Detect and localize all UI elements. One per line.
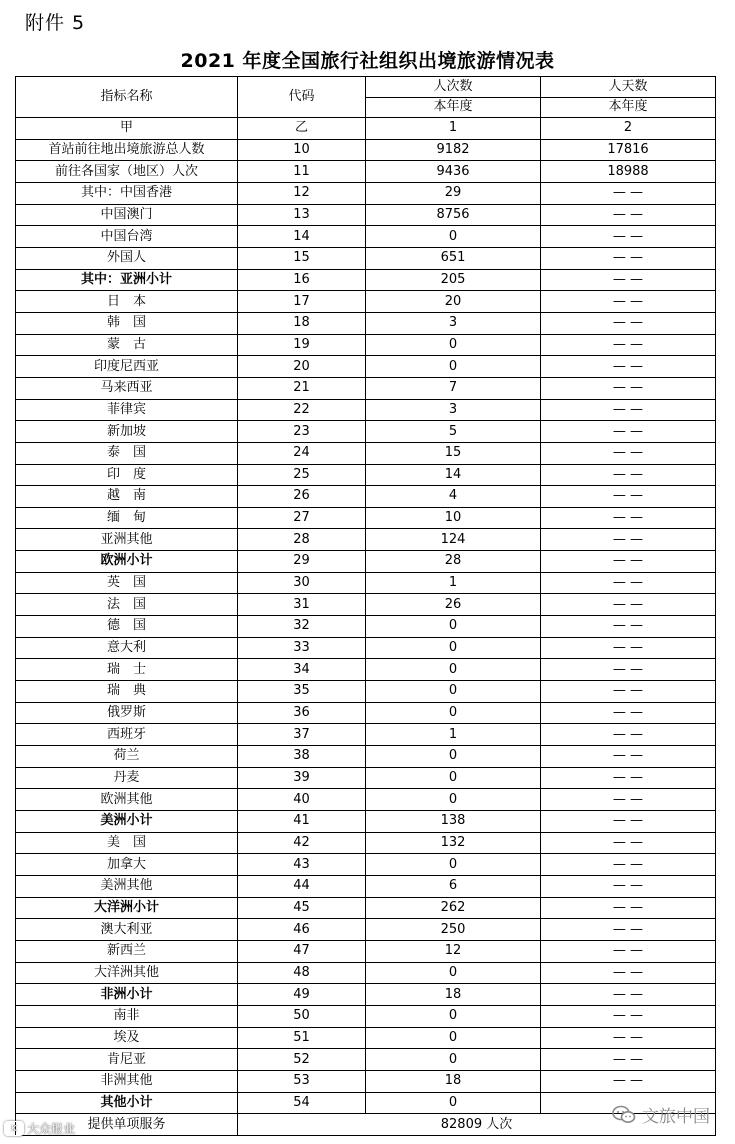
person-times-cell: 124 bbox=[366, 529, 541, 551]
table-row bbox=[16, 1049, 716, 1071]
indicator-name-cell: 西班牙 bbox=[16, 724, 238, 746]
person-days-cell: — — bbox=[541, 832, 716, 854]
code-cell: 52 bbox=[238, 1049, 366, 1071]
person-times-cell: 8756 bbox=[366, 204, 541, 226]
table-row bbox=[16, 789, 716, 811]
table-row bbox=[16, 702, 716, 724]
person-times-cell: 0 bbox=[366, 226, 541, 248]
table-row bbox=[16, 421, 716, 443]
person-days-cell: — — bbox=[541, 616, 716, 638]
indicator-name-cell: 中国澳门 bbox=[16, 204, 238, 226]
person-times-cell: 0 bbox=[366, 746, 541, 768]
person-days-cell: — — bbox=[541, 681, 716, 703]
indicator-name-cell: 俄罗斯 bbox=[16, 702, 238, 724]
indicator-name-cell: 瑞 士 bbox=[16, 659, 238, 681]
code-cell: 32 bbox=[238, 616, 366, 638]
table-row bbox=[16, 832, 716, 854]
indicator-name-cell: 菲律宾 bbox=[16, 399, 238, 421]
person-times-cell: 14 bbox=[366, 464, 541, 486]
code-cell: 40 bbox=[238, 789, 366, 811]
table-row bbox=[16, 312, 716, 334]
code-cell: 50 bbox=[238, 1005, 366, 1027]
person-days-cell: — — bbox=[541, 746, 716, 768]
table-row bbox=[16, 486, 716, 508]
code-cell: 54 bbox=[238, 1092, 366, 1114]
indicator-name-cell: 非洲小计 bbox=[16, 984, 238, 1006]
table-row bbox=[16, 919, 716, 941]
person-days-cell: — — bbox=[541, 594, 716, 616]
table-row bbox=[16, 875, 716, 897]
indicator-name-cell: 欧洲其他 bbox=[16, 789, 238, 811]
indicator-name-cell: 澳大利亚 bbox=[16, 919, 238, 941]
index-v1: 1 bbox=[366, 118, 541, 140]
person-times-cell: 4 bbox=[366, 486, 541, 508]
table-row bbox=[16, 1092, 716, 1114]
person-days-cell: — — bbox=[541, 226, 716, 248]
header-this-year-2: 本年度 bbox=[541, 97, 716, 118]
table-row bbox=[16, 681, 716, 703]
person-days-cell: — — bbox=[541, 897, 716, 919]
table-row bbox=[16, 940, 716, 962]
indicator-name-cell: 中国台湾 bbox=[16, 226, 238, 248]
code-cell: 29 bbox=[238, 551, 366, 573]
code-cell: 37 bbox=[238, 724, 366, 746]
indicator-name-cell: 南非 bbox=[16, 1005, 238, 1027]
indicator-name-cell: 印 度 bbox=[16, 464, 238, 486]
person-days-cell: — — bbox=[541, 1027, 716, 1049]
person-days-cell: — — bbox=[541, 334, 716, 356]
person-times-cell: 0 bbox=[366, 854, 541, 876]
header-person-days: 人天数 bbox=[541, 77, 716, 98]
code-cell: 27 bbox=[238, 507, 366, 529]
wechat-icon bbox=[612, 1105, 636, 1125]
code-cell: 34 bbox=[238, 659, 366, 681]
indicator-name-cell: 荷兰 bbox=[16, 746, 238, 768]
indicator-name-cell: 大洋洲其他 bbox=[16, 962, 238, 984]
person-days-cell: 17816 bbox=[541, 139, 716, 161]
person-times-cell: 26 bbox=[366, 594, 541, 616]
code-cell: 53 bbox=[238, 1070, 366, 1092]
code-cell: 19 bbox=[238, 334, 366, 356]
table-row bbox=[16, 1027, 716, 1049]
table-row bbox=[16, 572, 716, 594]
person-days-cell: — — bbox=[541, 377, 716, 399]
code-cell: 33 bbox=[238, 637, 366, 659]
person-times-cell: 5 bbox=[366, 421, 541, 443]
person-days-cell: — — bbox=[541, 442, 716, 464]
code-cell: 17 bbox=[238, 291, 366, 313]
person-days-cell: — — bbox=[541, 269, 716, 291]
indicator-name-cell: 法 国 bbox=[16, 594, 238, 616]
person-days-cell: — — bbox=[541, 291, 716, 313]
attachment-label: 附件 5 bbox=[25, 12, 86, 34]
person-days-cell: — — bbox=[541, 702, 716, 724]
person-days-cell: — — bbox=[541, 507, 716, 529]
watermark-right bbox=[612, 1102, 710, 1127]
person-times-cell: 0 bbox=[366, 1092, 541, 1114]
indicator-name-cell: 马来西亚 bbox=[16, 377, 238, 399]
person-times-cell: 0 bbox=[366, 637, 541, 659]
table-row bbox=[16, 897, 716, 919]
person-times-cell: 7 bbox=[366, 377, 541, 399]
table-row bbox=[16, 247, 716, 269]
indicator-name-cell: 埃及 bbox=[16, 1027, 238, 1049]
table-row bbox=[16, 507, 716, 529]
header-this-year-1: 本年度 bbox=[366, 97, 541, 118]
media-logo-icon: K bbox=[4, 1121, 24, 1136]
indicator-name-cell: 缅 甸 bbox=[16, 507, 238, 529]
person-times-cell: 18 bbox=[366, 1070, 541, 1092]
header-row-1 bbox=[16, 77, 716, 98]
table-row bbox=[16, 161, 716, 183]
person-days-cell: — — bbox=[541, 486, 716, 508]
indicator-name-cell: 新西兰 bbox=[16, 940, 238, 962]
code-cell: 48 bbox=[238, 962, 366, 984]
person-days-cell: — — bbox=[541, 724, 716, 746]
header-code: 代码 bbox=[238, 77, 366, 118]
person-days-cell: — — bbox=[541, 464, 716, 486]
indicator-name-cell: 蒙 古 bbox=[16, 334, 238, 356]
code-cell: 28 bbox=[238, 529, 366, 551]
table-row bbox=[16, 377, 716, 399]
person-times-cell: 12 bbox=[366, 940, 541, 962]
indicator-name-cell: 肯尼亚 bbox=[16, 1049, 238, 1071]
code-cell: 24 bbox=[238, 442, 366, 464]
person-days-cell: — — bbox=[541, 919, 716, 941]
person-times-cell: 6 bbox=[366, 875, 541, 897]
person-times-cell: 0 bbox=[366, 1049, 541, 1071]
person-days-cell: — — bbox=[541, 984, 716, 1006]
code-cell: 31 bbox=[238, 594, 366, 616]
header-indicator-name: 指标名称 bbox=[16, 77, 238, 118]
indicator-name-cell: 前往各国家（地区）人次 bbox=[16, 161, 238, 183]
code-cell: 26 bbox=[238, 486, 366, 508]
code-cell: 14 bbox=[238, 226, 366, 248]
indicator-name-cell: 其中：亚洲小计 bbox=[16, 269, 238, 291]
table-row bbox=[16, 356, 716, 378]
person-days-cell: — — bbox=[541, 811, 716, 833]
person-days-cell: — — bbox=[541, 854, 716, 876]
person-days-cell: — — bbox=[541, 1049, 716, 1071]
person-times-cell: 20 bbox=[366, 291, 541, 313]
indicator-name-cell: 美洲小计 bbox=[16, 811, 238, 833]
table-row bbox=[16, 204, 716, 226]
code-cell: 20 bbox=[238, 356, 366, 378]
person-times-cell: 262 bbox=[366, 897, 541, 919]
person-days-cell: — — bbox=[541, 421, 716, 443]
table-row bbox=[16, 767, 716, 789]
indicator-name-cell: 其中：中国香港 bbox=[16, 182, 238, 204]
person-times-cell: 138 bbox=[366, 811, 541, 833]
table-row bbox=[16, 1005, 716, 1027]
person-times-cell: 10 bbox=[366, 507, 541, 529]
table-row bbox=[16, 529, 716, 551]
indicator-name-cell: 美 国 bbox=[16, 832, 238, 854]
table-row bbox=[16, 139, 716, 161]
table-row bbox=[16, 464, 716, 486]
person-days-cell: — — bbox=[541, 659, 716, 681]
person-days-cell: — — bbox=[541, 182, 716, 204]
table-row bbox=[16, 551, 716, 573]
code-cell: 11 bbox=[238, 161, 366, 183]
footer-value: 82809 人次 bbox=[238, 1114, 716, 1136]
person-days-cell: — — bbox=[541, 529, 716, 551]
indicator-name-cell: 其他小计 bbox=[16, 1092, 238, 1114]
person-times-cell: 0 bbox=[366, 702, 541, 724]
code-cell: 21 bbox=[238, 377, 366, 399]
indicator-name-cell: 首站前往地出境旅游总人数 bbox=[16, 139, 238, 161]
code-cell: 49 bbox=[238, 984, 366, 1006]
person-times-cell: 18 bbox=[366, 984, 541, 1006]
person-times-cell: 651 bbox=[366, 247, 541, 269]
person-times-cell: 0 bbox=[366, 681, 541, 703]
indicator-name-cell: 非洲其他 bbox=[16, 1070, 238, 1092]
table-row bbox=[16, 182, 716, 204]
person-days-cell: — — bbox=[541, 312, 716, 334]
person-days-cell: 18988 bbox=[541, 161, 716, 183]
index-v2: 2 bbox=[541, 118, 716, 140]
index-name: 甲 bbox=[16, 118, 238, 140]
table-row bbox=[16, 659, 716, 681]
person-times-cell: 1 bbox=[366, 724, 541, 746]
report-table bbox=[15, 76, 716, 1136]
code-cell: 45 bbox=[238, 897, 366, 919]
code-cell: 43 bbox=[238, 854, 366, 876]
person-times-cell: 3 bbox=[366, 312, 541, 334]
person-times-cell: 15 bbox=[366, 442, 541, 464]
person-days-cell: — — bbox=[541, 767, 716, 789]
code-cell: 35 bbox=[238, 681, 366, 703]
table-row bbox=[16, 637, 716, 659]
table-row bbox=[16, 442, 716, 464]
code-cell: 22 bbox=[238, 399, 366, 421]
person-days-cell: — — bbox=[541, 572, 716, 594]
table-row bbox=[16, 334, 716, 356]
indicator-name-cell: 欧洲小计 bbox=[16, 551, 238, 573]
code-cell: 12 bbox=[238, 182, 366, 204]
indicator-name-cell: 德 国 bbox=[16, 616, 238, 638]
table-row bbox=[16, 269, 716, 291]
person-times-cell: 3 bbox=[366, 399, 541, 421]
table-row bbox=[16, 399, 716, 421]
indicator-name-cell: 丹麦 bbox=[16, 767, 238, 789]
person-days-cell: — — bbox=[541, 789, 716, 811]
page-title: 2021 年度全国旅行社组织出境旅游情况表 bbox=[180, 50, 555, 72]
code-cell: 16 bbox=[238, 269, 366, 291]
person-times-cell: 1 bbox=[366, 572, 541, 594]
code-cell: 46 bbox=[238, 919, 366, 941]
indicator-name-cell: 泰 国 bbox=[16, 442, 238, 464]
code-cell: 36 bbox=[238, 702, 366, 724]
person-times-cell: 0 bbox=[366, 659, 541, 681]
person-times-cell: 0 bbox=[366, 334, 541, 356]
code-cell: 44 bbox=[238, 875, 366, 897]
indicator-name-cell: 美洲其他 bbox=[16, 875, 238, 897]
table-row bbox=[16, 724, 716, 746]
code-cell: 30 bbox=[238, 572, 366, 594]
indicator-name-cell: 英 国 bbox=[16, 572, 238, 594]
table-row bbox=[16, 854, 716, 876]
indicator-name-cell: 意大利 bbox=[16, 637, 238, 659]
indicator-name-cell: 亚洲其他 bbox=[16, 529, 238, 551]
person-days-cell: — — bbox=[541, 637, 716, 659]
person-times-cell: 0 bbox=[366, 767, 541, 789]
watermark-left bbox=[4, 1120, 75, 1137]
footer-label: 提供单项服务 bbox=[16, 1114, 238, 1136]
person-days-cell: — — bbox=[541, 247, 716, 269]
person-times-cell: 29 bbox=[366, 182, 541, 204]
code-cell: 18 bbox=[238, 312, 366, 334]
person-times-cell: 132 bbox=[366, 832, 541, 854]
code-cell: 42 bbox=[238, 832, 366, 854]
table-row bbox=[16, 594, 716, 616]
indicator-name-cell: 日 本 bbox=[16, 291, 238, 313]
code-cell: 38 bbox=[238, 746, 366, 768]
person-days-cell: — — bbox=[541, 875, 716, 897]
index-code: 乙 bbox=[238, 118, 366, 140]
person-times-cell: 0 bbox=[366, 962, 541, 984]
indicator-name-cell: 韩 国 bbox=[16, 312, 238, 334]
indicator-name-cell: 新加坡 bbox=[16, 421, 238, 443]
indicator-name-cell: 大洋洲小计 bbox=[16, 897, 238, 919]
indicator-name-cell: 加拿大 bbox=[16, 854, 238, 876]
code-cell: 15 bbox=[238, 247, 366, 269]
table-row bbox=[16, 984, 716, 1006]
code-cell: 13 bbox=[238, 204, 366, 226]
table-row bbox=[16, 811, 716, 833]
code-cell: 23 bbox=[238, 421, 366, 443]
person-times-cell: 9436 bbox=[366, 161, 541, 183]
person-days-cell: — — bbox=[541, 399, 716, 421]
person-times-cell: 9182 bbox=[366, 139, 541, 161]
person-times-cell: 0 bbox=[366, 789, 541, 811]
person-times-cell: 0 bbox=[366, 1027, 541, 1049]
person-days-cell: — — bbox=[541, 940, 716, 962]
person-days-cell: — — bbox=[541, 1005, 716, 1027]
person-days-cell: — — bbox=[541, 962, 716, 984]
code-cell: 51 bbox=[238, 1027, 366, 1049]
footer-row bbox=[16, 1114, 716, 1136]
header-person-times: 人次数 bbox=[366, 77, 541, 98]
person-days-cell: — — bbox=[541, 1070, 716, 1092]
person-days-cell: — — bbox=[541, 204, 716, 226]
table-row bbox=[16, 291, 716, 313]
code-cell: 47 bbox=[238, 940, 366, 962]
person-times-cell: 205 bbox=[366, 269, 541, 291]
person-days-cell: — — bbox=[541, 551, 716, 573]
indicator-name-cell: 外国人 bbox=[16, 247, 238, 269]
table-row bbox=[16, 962, 716, 984]
index-row bbox=[16, 118, 716, 140]
indicator-name-cell: 印度尼西亚 bbox=[16, 356, 238, 378]
indicator-name-cell: 瑞 典 bbox=[16, 681, 238, 703]
person-times-cell: 0 bbox=[366, 1005, 541, 1027]
code-cell: 25 bbox=[238, 464, 366, 486]
code-cell: 39 bbox=[238, 767, 366, 789]
code-cell: 41 bbox=[238, 811, 366, 833]
watermark-right-text: 文旅中国 bbox=[642, 1107, 710, 1127]
person-times-cell: 0 bbox=[366, 356, 541, 378]
indicator-name-cell: 越 南 bbox=[16, 486, 238, 508]
table-row bbox=[16, 1070, 716, 1092]
code-cell: 10 bbox=[238, 139, 366, 161]
person-times-cell: 250 bbox=[366, 919, 541, 941]
watermark-left-text: 大众报业 bbox=[27, 1122, 76, 1136]
person-times-cell: 28 bbox=[366, 551, 541, 573]
person-days-cell: — — bbox=[541, 356, 716, 378]
table-row bbox=[16, 226, 716, 248]
table-row bbox=[16, 616, 716, 638]
table-row bbox=[16, 746, 716, 768]
person-times-cell: 0 bbox=[366, 616, 541, 638]
